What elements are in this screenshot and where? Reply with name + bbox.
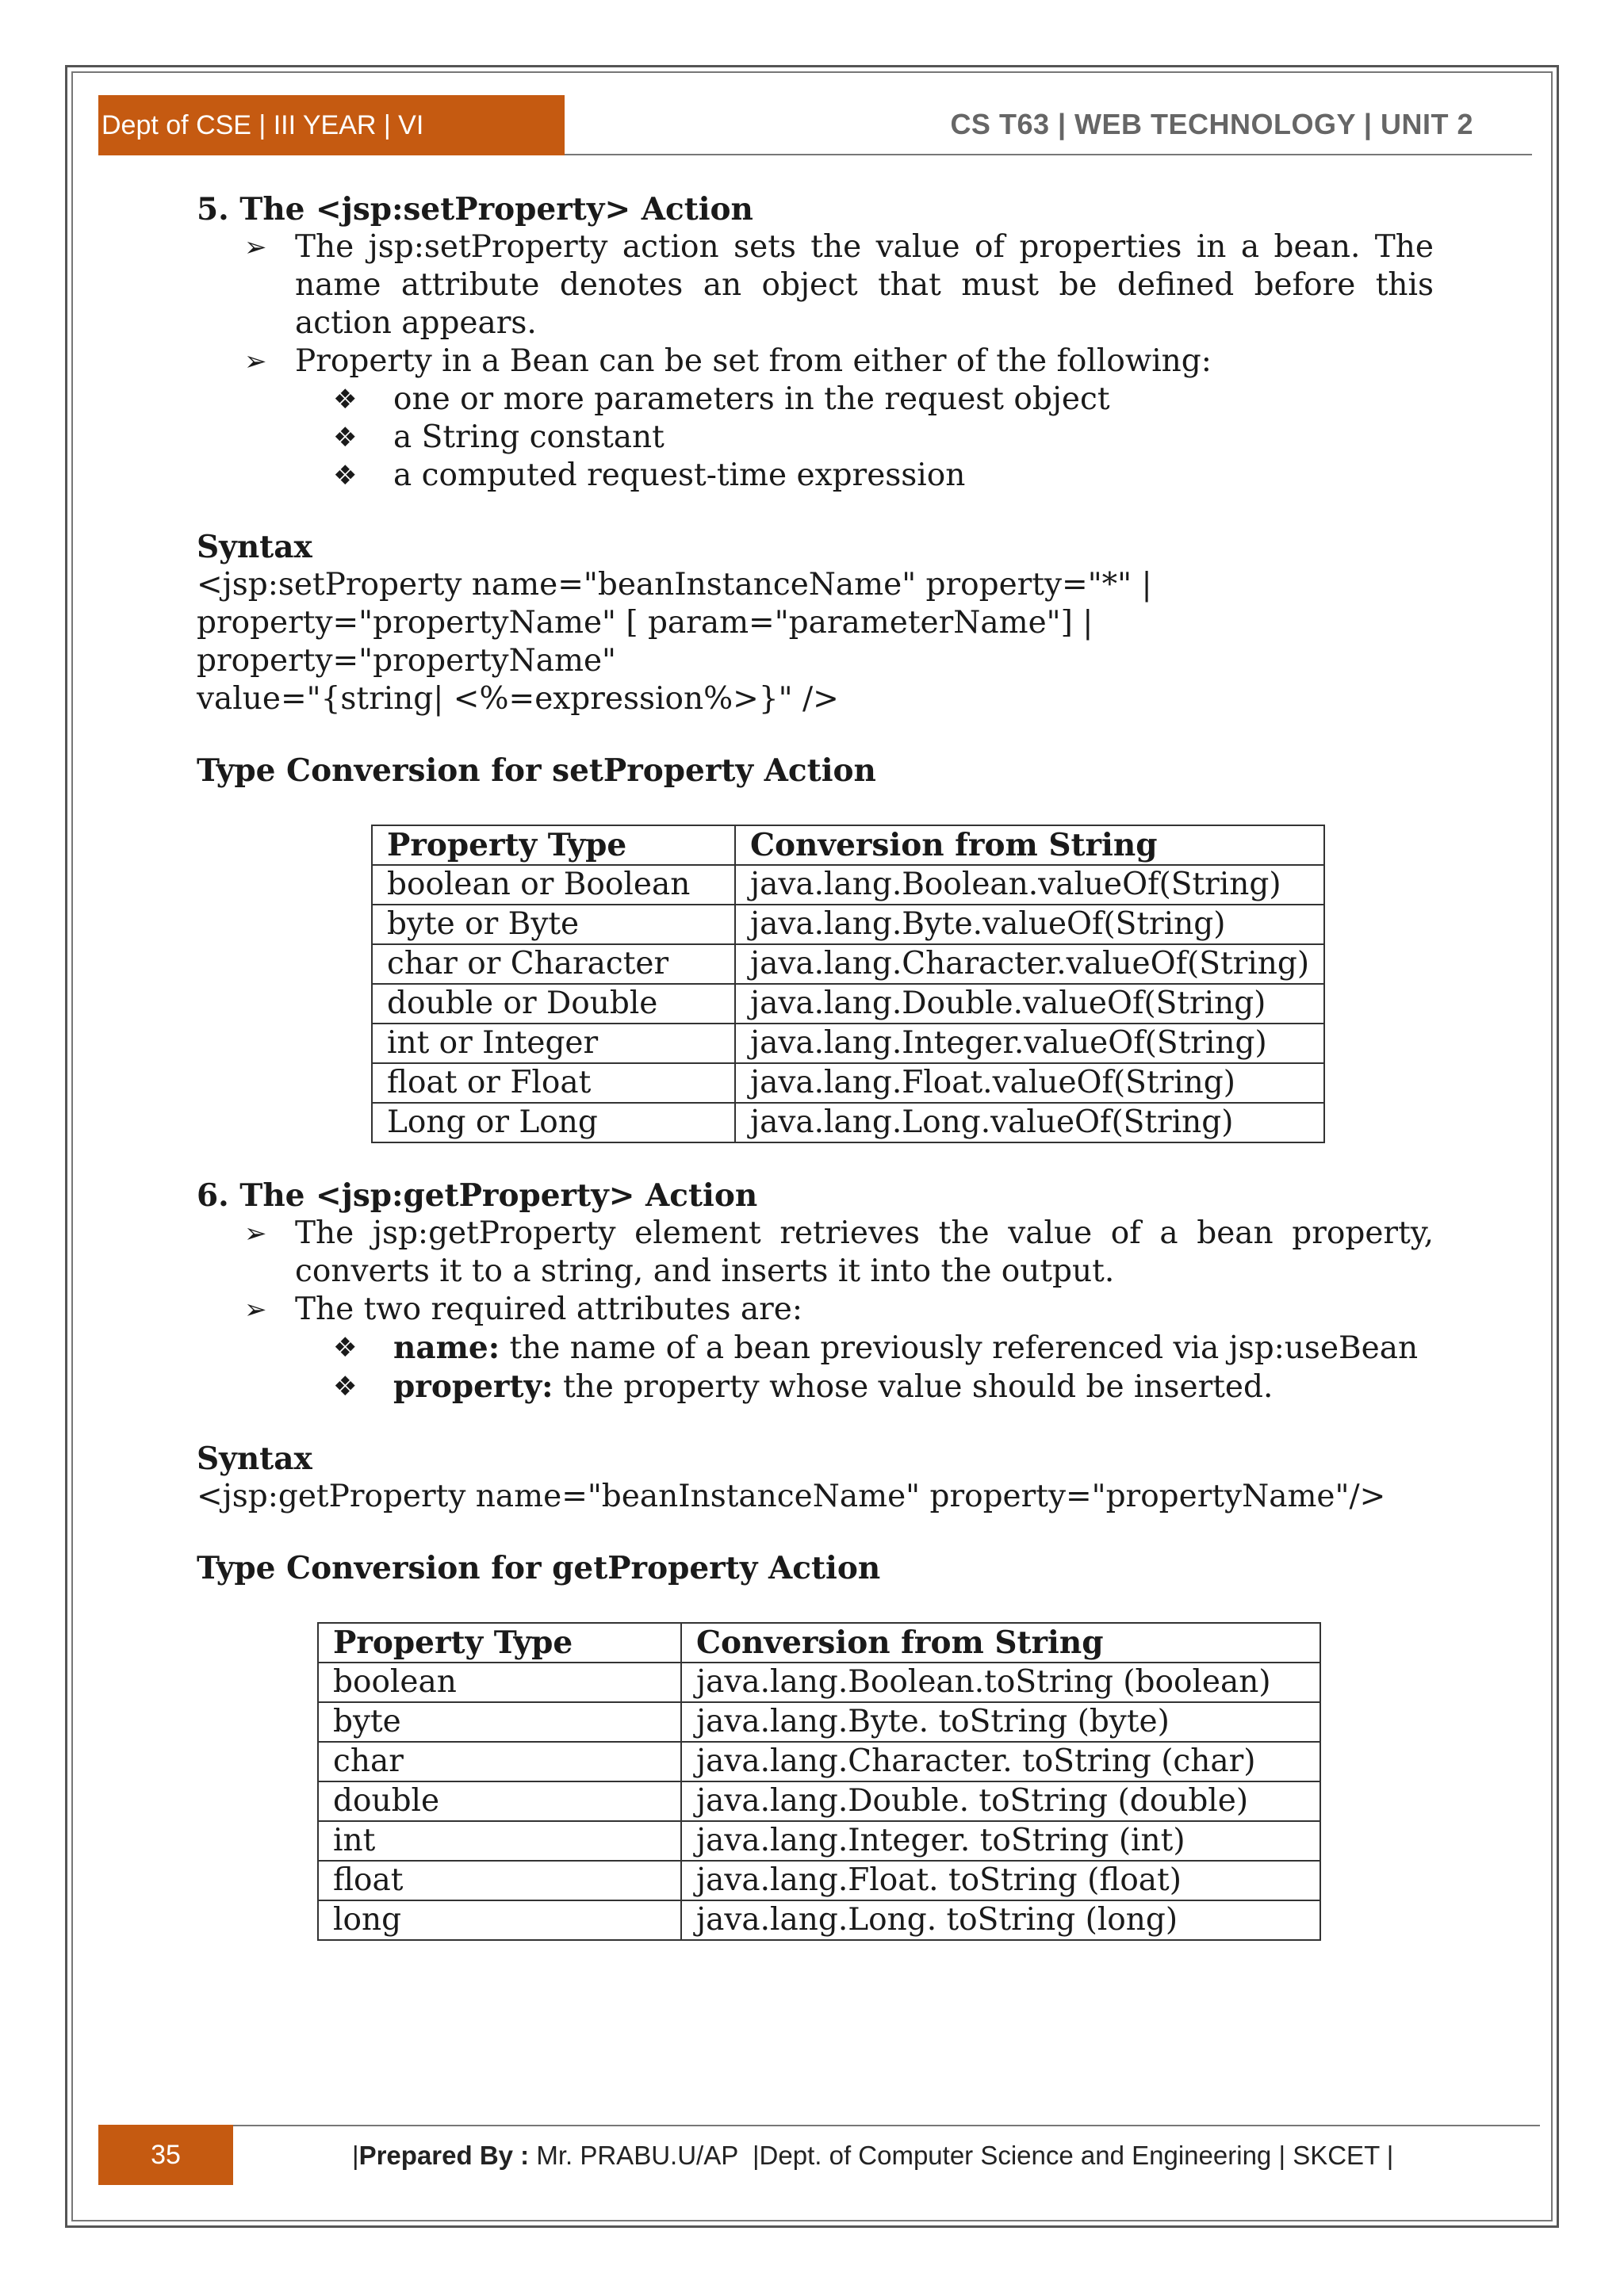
diamond-bullet-icon: ❖ [333,460,358,492]
department-name: Dept. of Computer Science and Engineering [759,2141,1272,2170]
table-row [318,1821,1320,1861]
table-row [318,1861,1320,1900]
table-row [372,1063,1324,1103]
table-cell: java.lang.Character.valueOf(String) [735,944,1324,984]
sub-bullet-item [197,457,1434,495]
table-row [372,984,1324,1024]
table-cell: java.lang.Double.valueOf(String) [735,984,1324,1024]
table-cell: boolean or Boolean [372,865,735,905]
attribute-description: the name of a bean previously referenced via jsp:useBean [500,1330,1419,1366]
arrow-bullet-icon: ➢ [244,232,267,263]
table-cell: java.lang.Integer.valueOf(String) [735,1024,1324,1063]
table-cell: java.lang.Boolean.toString (boolean) [681,1663,1320,1702]
syntax-label: Syntax [197,1441,312,1477]
set-property-table [371,825,1325,1143]
diamond-bullet-icon: ❖ [333,384,358,415]
header-rule [565,154,1532,155]
section-6-title: 6. The <jsp:getProperty> Action [197,1177,758,1214]
table-cell: int [318,1821,681,1861]
bullet-text: Property in a Bean can be set from either of the following: [295,343,1212,379]
table-header-row [372,825,1324,865]
table-cell: boolean [318,1663,681,1702]
table-cell: java.lang.Character. toString (char) [681,1742,1320,1781]
header-dept-label: Dept of CSE | III YEAR | VI SEMESTER [98,95,565,155]
sub-bullet-item [197,1368,1434,1406]
page-content [197,190,1434,1941]
bullet-item [197,1215,1434,1291]
table-row [318,1742,1320,1781]
arrow-bullet-icon: ➢ [244,1294,267,1326]
bullet-text: The two required attributes are: [295,1292,802,1327]
table-cell: byte or Byte [372,905,735,944]
table-cell: java.lang.Boolean.valueOf(String) [735,865,1324,905]
syntax-line: value="{string| <%=expression%>}" /> [197,681,839,717]
table-cell: char [318,1742,681,1781]
sub-bullet-item [197,1329,1434,1368]
arrow-bullet-icon: ➢ [244,1218,267,1249]
attribute-term: name: [393,1330,500,1366]
sub-bullet-text: one or more parameters in the request object [393,381,1110,417]
column-header: Conversion from String [681,1623,1320,1663]
attribute-term: property: [393,1368,553,1405]
header-course-label: CS T63 | WEB TECHNOLOGY | UNIT 2 [950,108,1473,140]
author-name: Mr. PRABU.U/AP [529,2141,738,2170]
table-row [372,905,1324,944]
get-table-title: Type Conversion for getProperty Action [197,1550,881,1586]
column-header: Conversion from String [735,825,1324,865]
table-cell: java.lang.Byte. toString (byte) [681,1702,1320,1742]
set-table-title: Type Conversion for setProperty Action [197,752,876,789]
bullet-item [197,342,1434,381]
table-row [372,944,1324,984]
table-cell: java.lang.Long.valueOf(String) [735,1103,1324,1142]
table-cell: java.lang.Byte.valueOf(String) [735,905,1324,944]
column-header: Property Type [372,825,735,865]
table-row [318,1781,1320,1821]
table-cell: char or Character [372,944,735,984]
table-cell: java.lang.Integer. toString (int) [681,1821,1320,1861]
table-row [372,1024,1324,1063]
attribute-description: the property whose value should be inserted. [553,1369,1274,1405]
section-5-title: 5. The <jsp:setProperty> Action [197,191,753,228]
syntax-label: Syntax [197,529,312,565]
college-name: SKCET [1293,2141,1380,2170]
table-cell: long [318,1900,681,1940]
table-cell: java.lang.Float.valueOf(String) [735,1063,1324,1103]
table-row [318,1663,1320,1702]
prepared-label: Prepared By : [358,2141,530,2170]
syntax-line: <jsp:setProperty name="beanInstanceName" property="*" | [197,567,1152,603]
diamond-bullet-icon: ❖ [333,422,358,453]
bullet-text: The jsp:getProperty element retrieves the value of a bean property, converts it to a string, and inserts it into the output. [295,1215,1434,1289]
table-cell: double or Double [372,984,735,1024]
table-row [318,1702,1320,1742]
table-cell: float or Float [372,1063,735,1103]
footer-credits: |Prepared By : Mr. PRABU.U/AP |Dept. of Computer Science and Engineering | SKCET | [352,2141,1394,2170]
sub-bullet-text: a String constant [393,419,665,455]
footer-rule [233,2125,1540,2126]
table-cell: java.lang.Long. toString (long) [681,1900,1320,1940]
table-cell: java.lang.Float. toString (float) [681,1861,1320,1900]
table-header-row [318,1623,1320,1663]
get-property-table [317,1622,1321,1941]
table-cell: float [318,1861,681,1900]
sub-bullet-text: a computed request-time expression [393,457,966,493]
diamond-bullet-icon: ❖ [333,1332,358,1364]
sub-bullet-item [197,419,1434,457]
bullet-item [197,228,1434,342]
table-cell: byte [318,1702,681,1742]
diamond-bullet-icon: ❖ [333,1371,358,1402]
table-row [372,865,1324,905]
table-cell: double [318,1781,681,1821]
bullet-text: The jsp:setProperty action sets the value of properties in a bean. The name attribute denotes an object that must be defined before this action appears. [295,229,1434,341]
sub-bullet-item [197,381,1434,419]
table-cell: java.lang.Double. toString (double) [681,1781,1320,1821]
syntax-line: property="propertyName" [ param="parameterName"] | property="propertyName" [197,605,1094,679]
column-header: Property Type [318,1623,681,1663]
table-row [372,1103,1324,1142]
arrow-bullet-icon: ➢ [244,346,267,377]
table-row [318,1900,1320,1940]
page-number: 35 [98,2125,233,2185]
syntax-line: <jsp:getProperty name="beanInstanceName" property="propertyName"/> [197,1479,1386,1514]
table-cell: Long or Long [372,1103,735,1142]
bullet-item [197,1291,1434,1329]
table-cell: int or Integer [372,1024,735,1063]
